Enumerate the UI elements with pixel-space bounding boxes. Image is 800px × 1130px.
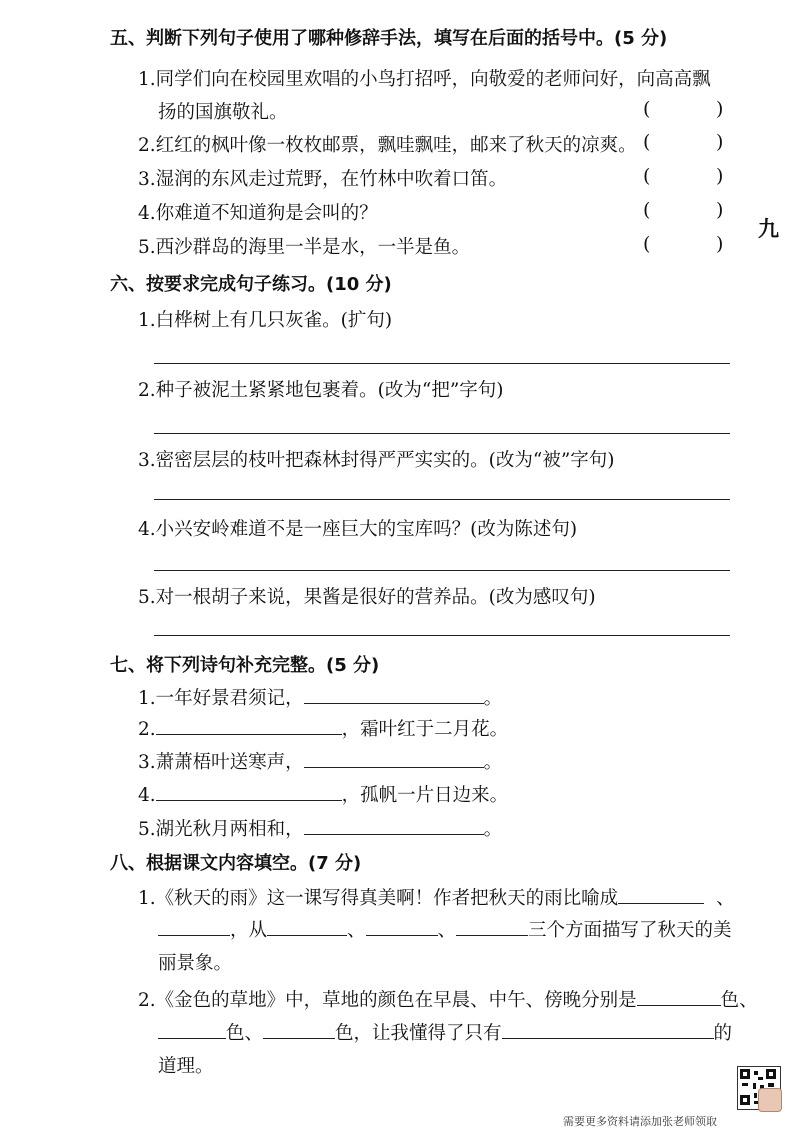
section7-title: 七、将下列诗句补充完整。(5 分) xyxy=(110,655,380,676)
poem-blank[interactable] xyxy=(156,782,342,801)
fill-blank[interactable] xyxy=(158,1020,226,1039)
poem-line-1: 1.一年好景君须记， 。 xyxy=(138,684,502,710)
fill-blank[interactable] xyxy=(366,917,438,936)
answer-paren-open: ( xyxy=(643,199,651,221)
answer-line[interactable] xyxy=(154,433,730,434)
poem-line-4: 4. ，孤帆一片日边来。 xyxy=(138,781,508,807)
answer-paren-open: ( xyxy=(643,98,651,120)
section5-q2: 2.红红的枫叶像一枚枚邮票，飘哇飘哇，邮来了秋天的凉爽。 xyxy=(138,135,637,156)
fill-blank[interactable] xyxy=(502,1020,714,1039)
answer-paren-open: ( xyxy=(643,233,651,255)
answer-line[interactable] xyxy=(154,570,730,571)
section5-q3: 3.湿润的东风走过荒野，在竹林中吹着口笛。 xyxy=(138,169,508,190)
fill-blank[interactable] xyxy=(267,917,347,936)
section6-q3: 3.密密层层的枝叶把森林封得严严实实的。(改为“被”字句) xyxy=(138,450,615,471)
poem-line-3: 3.萧萧梧叶送寒声， 。 xyxy=(138,748,502,774)
fill-blank[interactable] xyxy=(263,1020,335,1039)
grade-label: 九 xyxy=(758,217,779,241)
poem-line-5: 5.湖光秋月两相和， 。 xyxy=(138,815,502,841)
answer-paren-open: ( xyxy=(643,165,651,187)
section5-q5: 5.西沙群岛的海里一半是水，一半是鱼。 xyxy=(138,237,471,258)
fill-blank[interactable] xyxy=(158,917,230,936)
answer-paren-close: ) xyxy=(716,199,724,221)
avatar xyxy=(758,1088,782,1112)
answer-line[interactable] xyxy=(154,499,730,500)
poem-blank[interactable] xyxy=(304,749,484,768)
section6-q4: 4.小兴安岭难道不是一座巨大的宝库吗？(改为陈述句) xyxy=(138,519,578,540)
answer-paren-close: ) xyxy=(716,98,724,120)
answer-paren-close: ) xyxy=(716,165,724,187)
poem-blank[interactable] xyxy=(304,685,484,704)
section5-q1-line2: 扬的国旗敬礼。 xyxy=(158,102,288,123)
section8-q2-line2: 色、 色，让我懂得了只有 的 xyxy=(158,1019,732,1045)
fill-blank[interactable] xyxy=(618,885,704,904)
answer-paren-close: ) xyxy=(716,131,724,153)
section5-title: 五、判断下列句子使用了哪种修辞手法，填写在后面的括号中。(5 分) xyxy=(110,28,668,49)
section5-q4: 4.你难道不知道狗是会叫的？ xyxy=(138,203,378,224)
poem-blank[interactable] xyxy=(304,816,484,835)
footer-note: 需要更多资料请添加张老师领取 xyxy=(563,1115,717,1128)
poem-blank[interactable] xyxy=(156,716,342,735)
section8-q2-line3: 道理。 xyxy=(158,1056,214,1077)
answer-paren-open: ( xyxy=(643,131,651,153)
section8-title: 八、根据课文内容填空。(7 分) xyxy=(110,853,362,874)
section6-q1: 1.白桦树上有几只灰雀。(扩句) xyxy=(138,310,393,331)
section8-q1-line3: 丽景象。 xyxy=(158,953,233,974)
answer-line[interactable] xyxy=(154,363,730,364)
poem-line-2: 2. ，霜叶红于二月花。 xyxy=(138,715,508,741)
fill-blank[interactable] xyxy=(456,917,528,936)
section6-q5: 5.对一根胡子来说，果酱是很好的营养品。(改为感叹句) xyxy=(138,587,596,608)
section8-q2-line1: 2.《金色的草地》中，草地的颜色在早晨、中午、傍晚分别是 色、 xyxy=(138,986,758,1012)
fill-blank[interactable] xyxy=(637,987,721,1006)
section6-q2: 2.种子被泥土紧紧地包裹着。(改为“把”字句) xyxy=(138,380,504,401)
section6-title: 六、按要求完成句子练习。(10 分) xyxy=(110,274,392,295)
section5-q1-line1: 1.同学们向在校园里欢唱的小鸟打招呼，向敬爱的老师问好，向高高飘 xyxy=(138,69,711,90)
answer-paren-close: ) xyxy=(716,233,724,255)
answer-line[interactable] xyxy=(154,635,730,636)
section8-q1-line2: ，从 、 、 三个方面描写了秋天的美 xyxy=(158,916,732,942)
section8-q1-line1: 1.《秋天的雨》这一课写得真美啊！作者把秋天的雨比喻成 、 xyxy=(138,884,735,910)
